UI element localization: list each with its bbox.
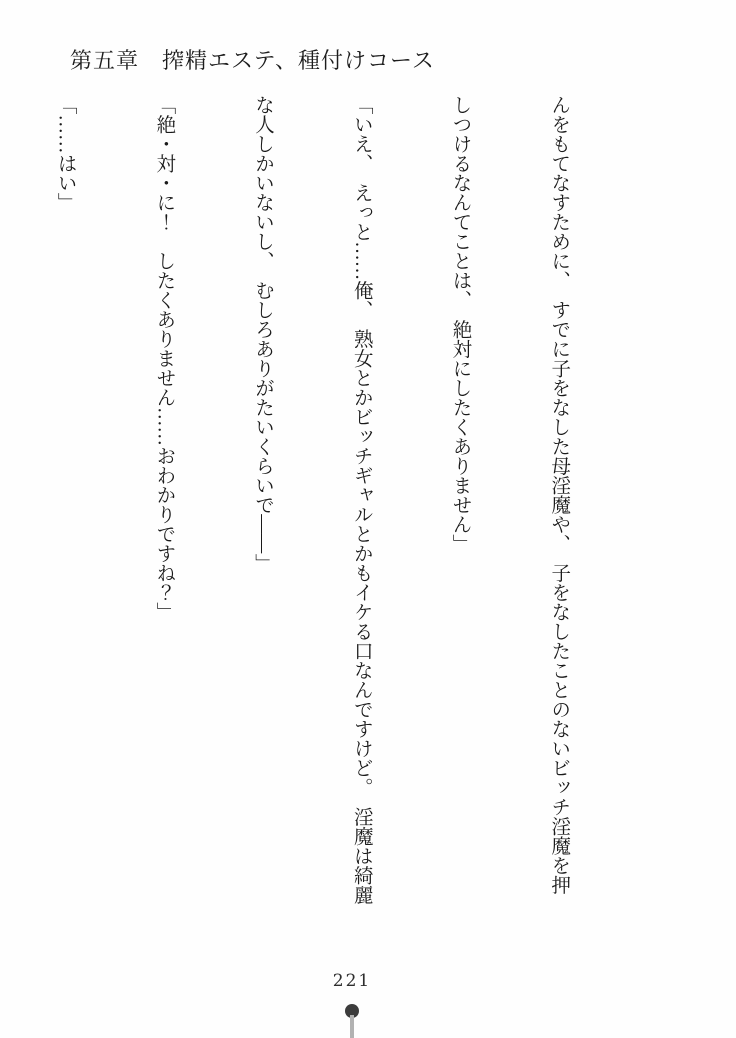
text-column: 「いえ、 えっと……俺、 熟女とかビッチギャルとかもイケる口なんですけど。 淫魔は綺麗 [350, 95, 372, 905]
text-column: しつけるなんてことは、 絶対にしたくありません」 [449, 95, 471, 554]
chapter-header: 第五章 搾精エステ、種付けコース [70, 48, 435, 73]
page-body [0, 95, 640, 947]
page-number: 221 [332, 971, 372, 991]
text-column: な人しかいないし、 むしろありがたいくらいで――」 [252, 95, 274, 573]
text-column: んをもてなすために、 すでに子をなした母淫魔や、 子をなしたことのないビッチ淫魔を押 [548, 95, 570, 895]
text-column: 「……はい」 [54, 95, 76, 212]
text-column: 「絶・対・に！ したくありません……おわかりですね？」 [153, 95, 175, 622]
page-marker-stem [350, 1015, 354, 1038]
